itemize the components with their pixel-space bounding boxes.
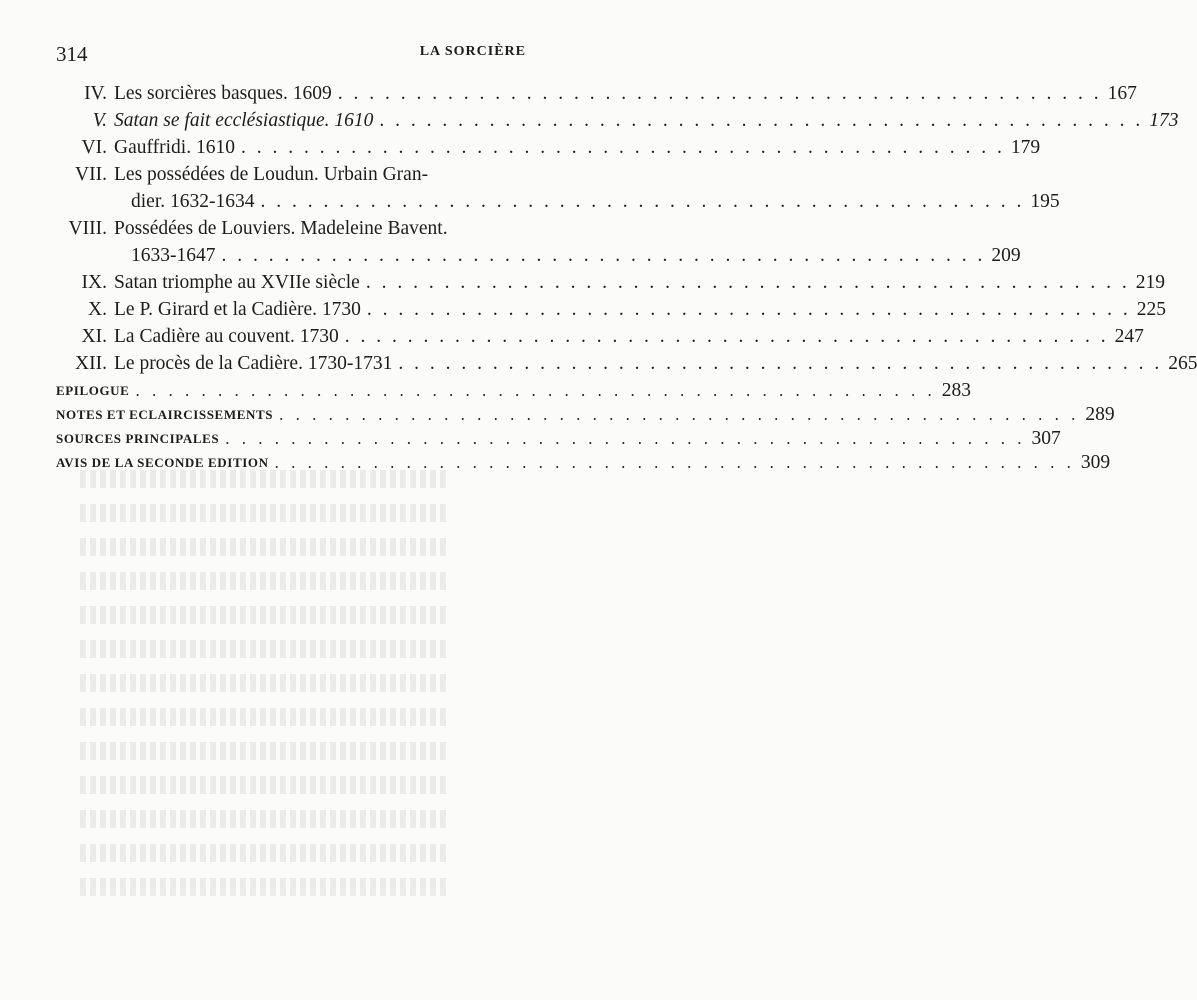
- chapter-title: La Cadière au couvent. 1730: [114, 326, 339, 347]
- chapter-title: Les sorcières basques. 1609: [114, 83, 332, 104]
- chapter-title: Satan se fait ecclésiastique. 1610: [114, 110, 374, 131]
- dot-leader: . . . . . . . . . . . . . . . . . . . . . . . . . . . . . . . . . . . . . . . . . . . . . . . . .: [274, 453, 1075, 472]
- dot-leader: . . . . . . . . . . . . . . . . . . . . . . . . . . . . . . . . . . . . . . . . . . . . . . . . .: [344, 326, 1109, 347]
- chapter-number: IV.: [84, 83, 107, 104]
- appendix-page: 307: [1031, 428, 1061, 449]
- toc-entry: [56, 215, 1021, 269]
- dot-leader: . . . . . . . . . . . . . . . . . . . . . . . . . . . . . . . . . . . . . . . . . . . . . . . . .: [365, 272, 1130, 293]
- dot-leader: . . . . . . . . . . . . . . . . . . . . . . . . . . . . . . . . . . . . . . . . . . . . . . . . .: [379, 110, 1144, 131]
- chapter-number: VIII.: [68, 218, 107, 239]
- toc-entry: [56, 323, 1144, 350]
- dot-leader: . . . . . . . . . . . . . . . . . . . . . . . . . . . . . . . . . . . . . . . . . . . . . . . . .: [221, 245, 986, 266]
- chapter-title: Satan triomphe au XVIIe siècle: [114, 272, 360, 293]
- dot-leader: . . . . . . . . . . . . . . . . . . . . . . . . . . . . . . . . . . . . . . . . . . . . . . . . .: [260, 191, 1025, 212]
- appendix-title: SOURCES PRINCIPALES: [56, 431, 220, 446]
- toc-entry: [56, 107, 1179, 134]
- table-of-contents: [56, 80, 1197, 475]
- chapter-page: 247: [1114, 326, 1144, 347]
- appendix-page: 289: [1085, 404, 1115, 425]
- running-header: [56, 42, 526, 68]
- dot-leader: . . . . . . . . . . . . . . . . . . . . . . . . . . . . . . . . . . . . . . . . . . . . . . . . .: [225, 429, 1026, 448]
- toc-entry: [56, 134, 1041, 161]
- toc-entry: [56, 350, 1197, 377]
- appendix-page: 283: [941, 380, 971, 401]
- chapter-number: XI.: [81, 326, 107, 347]
- toc-entry: [56, 161, 1060, 215]
- chapter-page: 209: [991, 245, 1021, 266]
- appendix-page: 309: [1080, 452, 1111, 473]
- toc-entry: [56, 269, 1165, 296]
- chapter-number: IX.: [81, 272, 107, 293]
- toc-entry: [56, 80, 1137, 107]
- chapter-number: XII.: [75, 353, 107, 374]
- chapter-page: 179: [1010, 137, 1041, 158]
- toc-entry: [56, 296, 1167, 323]
- chapter-title: Possédées de Louviers. Madeleine Bavent.: [114, 218, 448, 239]
- chapter-title: Gauffridi. 1610: [114, 137, 235, 158]
- chapter-page: 265: [1168, 353, 1197, 374]
- dot-leader: . . . . . . . . . . . . . . . . . . . . . . . . . . . . . . . . . . . . . . . . . . . . . . . . .: [398, 353, 1163, 374]
- appendix-title: NOTES ET ECLAIRCISSEMENTS: [56, 407, 274, 422]
- chapter-number: VI.: [81, 137, 107, 158]
- chapter-page: 219: [1135, 272, 1165, 293]
- chapter-number: VII.: [75, 164, 107, 185]
- show-through-text: [80, 470, 514, 950]
- chapter-title: Le procès de la Cadière. 1730-1731: [114, 353, 393, 374]
- chapter-page: 225: [1136, 299, 1167, 320]
- chapter-number: V.: [92, 110, 107, 131]
- chapter-title-continued: dier. 1632-1634: [131, 191, 255, 212]
- dot-leader: . . . . . . . . . . . . . . . . . . . . . . . . . . . . . . . . . . . . . . . . . . . . . . . . .: [135, 381, 936, 400]
- chapter-page: 167: [1107, 83, 1137, 104]
- dot-leader: . . . . . . . . . . . . . . . . . . . . . . . . . . . . . . . . . . . . . . . . . . . . . . . . .: [279, 405, 1080, 424]
- dot-leader: . . . . . . . . . . . . . . . . . . . . . . . . . . . . . . . . . . . . . . . . . . . . . . . . .: [337, 83, 1102, 104]
- toc-appendix-entry: [56, 403, 1115, 427]
- chapter-page: 195: [1030, 191, 1060, 212]
- toc-appendix-entry: [56, 379, 971, 403]
- toc-appendix-entry: [56, 427, 1061, 451]
- dot-leader: . . . . . . . . . . . . . . . . . . . . . . . . . . . . . . . . . . . . . . . . . . . . . . . . .: [240, 137, 1005, 158]
- chapter-title: Le P. Girard et la Cadière. 1730: [114, 299, 361, 320]
- chapter-title-continued: 1633-1647: [131, 245, 216, 266]
- chapter-number: X.: [88, 299, 107, 320]
- chapter-title: Les possédées de Loudun. Urbain Gran-: [114, 164, 429, 185]
- appendix-title: AVIS DE LA SECONDE EDITION: [56, 455, 269, 470]
- appendix-title: EPILOGUE: [56, 383, 130, 398]
- running-title: LA SORCIÈRE: [419, 44, 526, 59]
- page-number: 314: [56, 42, 88, 66]
- dot-leader: . . . . . . . . . . . . . . . . . . . . . . . . . . . . . . . . . . . . . . . . . . . . . . . . .: [366, 299, 1131, 320]
- chapter-page: 173: [1149, 110, 1179, 131]
